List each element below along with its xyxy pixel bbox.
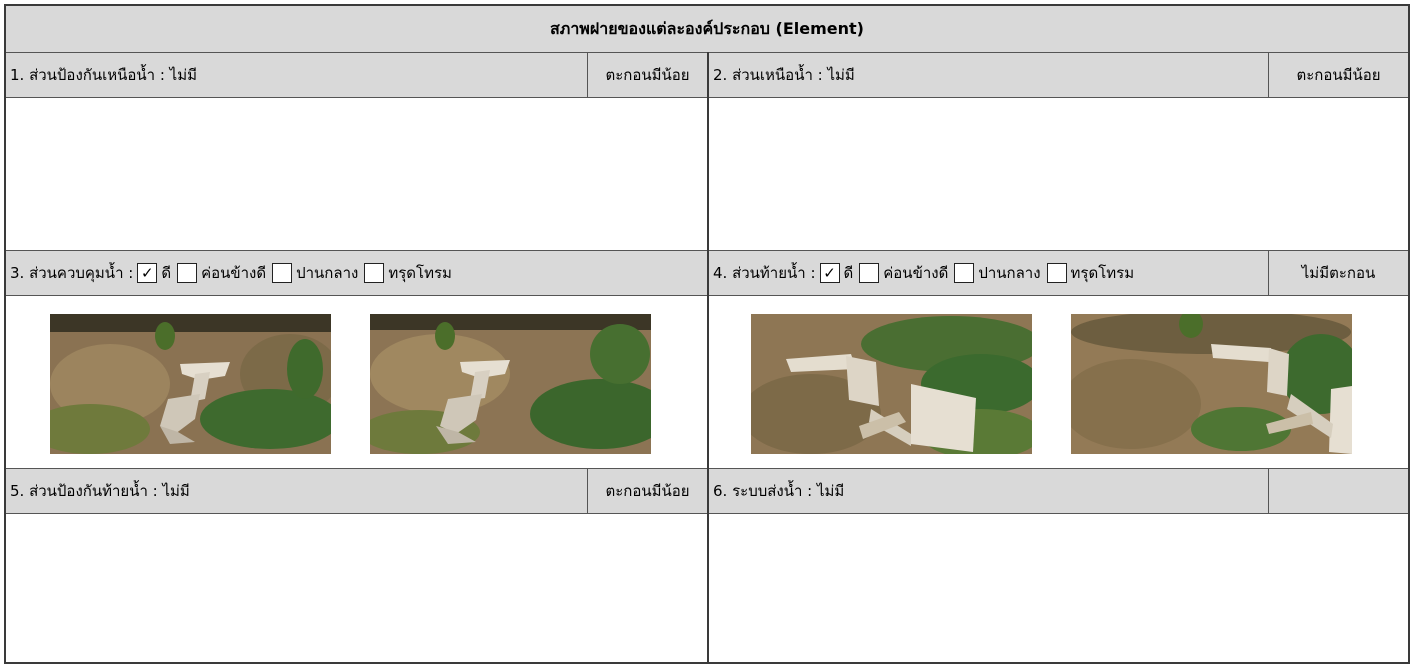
weir-downstream-photo-1 <box>751 314 1032 454</box>
weir-control-photo-2 <box>370 314 651 454</box>
element-5-label: 5. ส่วนป้องกันท้ายน้ำ : ไม่มี <box>10 482 190 500</box>
element-4-checkbox-2[interactable] <box>954 263 974 283</box>
element-4-prefix: 4. ส่วนท้ายน้ำ : <box>713 264 816 282</box>
element-3-checkbox-1[interactable] <box>177 263 197 283</box>
element-3-checkbox-2[interactable] <box>272 263 292 283</box>
element-3-header <box>6 250 707 296</box>
element-1-label: 1. ส่วนป้องกันเหนือน้ำ : ไม่มี <box>10 66 197 84</box>
element-4-label <box>709 261 1136 285</box>
element-3-option-2: ปานกลาง <box>296 264 359 282</box>
element-3-label <box>6 261 454 285</box>
weir-control-photo-1 <box>50 314 331 454</box>
element-2-note: ตะกอนมีน้อย <box>1268 53 1408 97</box>
element-4-checkbox-0[interactable]: ✓ <box>820 263 840 283</box>
element-5-note: ตะกอนมีน้อย <box>587 469 707 513</box>
element-3-option-0: ดี <box>161 264 172 282</box>
element-6-note <box>1268 469 1408 513</box>
element-3-option-3: ทรุดโทรม <box>388 264 452 282</box>
element-3-checkbox-0[interactable]: ✓ <box>137 263 157 283</box>
weir-downstream-photo-2 <box>1071 314 1352 454</box>
element-3-prefix: 3. ส่วนควบคุมน้ำ : <box>10 264 134 282</box>
element-1-note: ตะกอนมีน้อย <box>587 53 707 97</box>
element-2-label: 2. ส่วนเหนือน้ำ : ไม่มี <box>713 66 855 84</box>
element-4-option-0: ดี <box>843 264 854 282</box>
element-4-option-1: ค่อนข้างดี <box>883 264 949 282</box>
element-4-checkbox-1[interactable] <box>859 263 879 283</box>
element-6-header <box>709 468 1408 514</box>
element-4-note: ไม่มีตะกอน <box>1268 251 1408 295</box>
element-2-header <box>709 52 1408 98</box>
element-4-option-3: ทรุดโทรม <box>1070 264 1135 282</box>
element-3-option-1: ค่อนข้างดี <box>201 264 267 282</box>
section-title: สภาพฝายของแต่ละองค์ประกอบ (Element) <box>6 6 1408 53</box>
element-4-checkbox-3[interactable] <box>1047 263 1067 283</box>
element-3-checkbox-3[interactable] <box>364 263 384 283</box>
element-5-header <box>6 468 707 514</box>
element-4-option-2: ปานกลาง <box>978 264 1041 282</box>
element-4-header <box>709 250 1408 296</box>
element-6-label: 6. ระบบส่งน้ำ : ไม่มี <box>713 482 845 500</box>
column-divider <box>707 52 709 664</box>
element-1-header <box>6 52 707 98</box>
